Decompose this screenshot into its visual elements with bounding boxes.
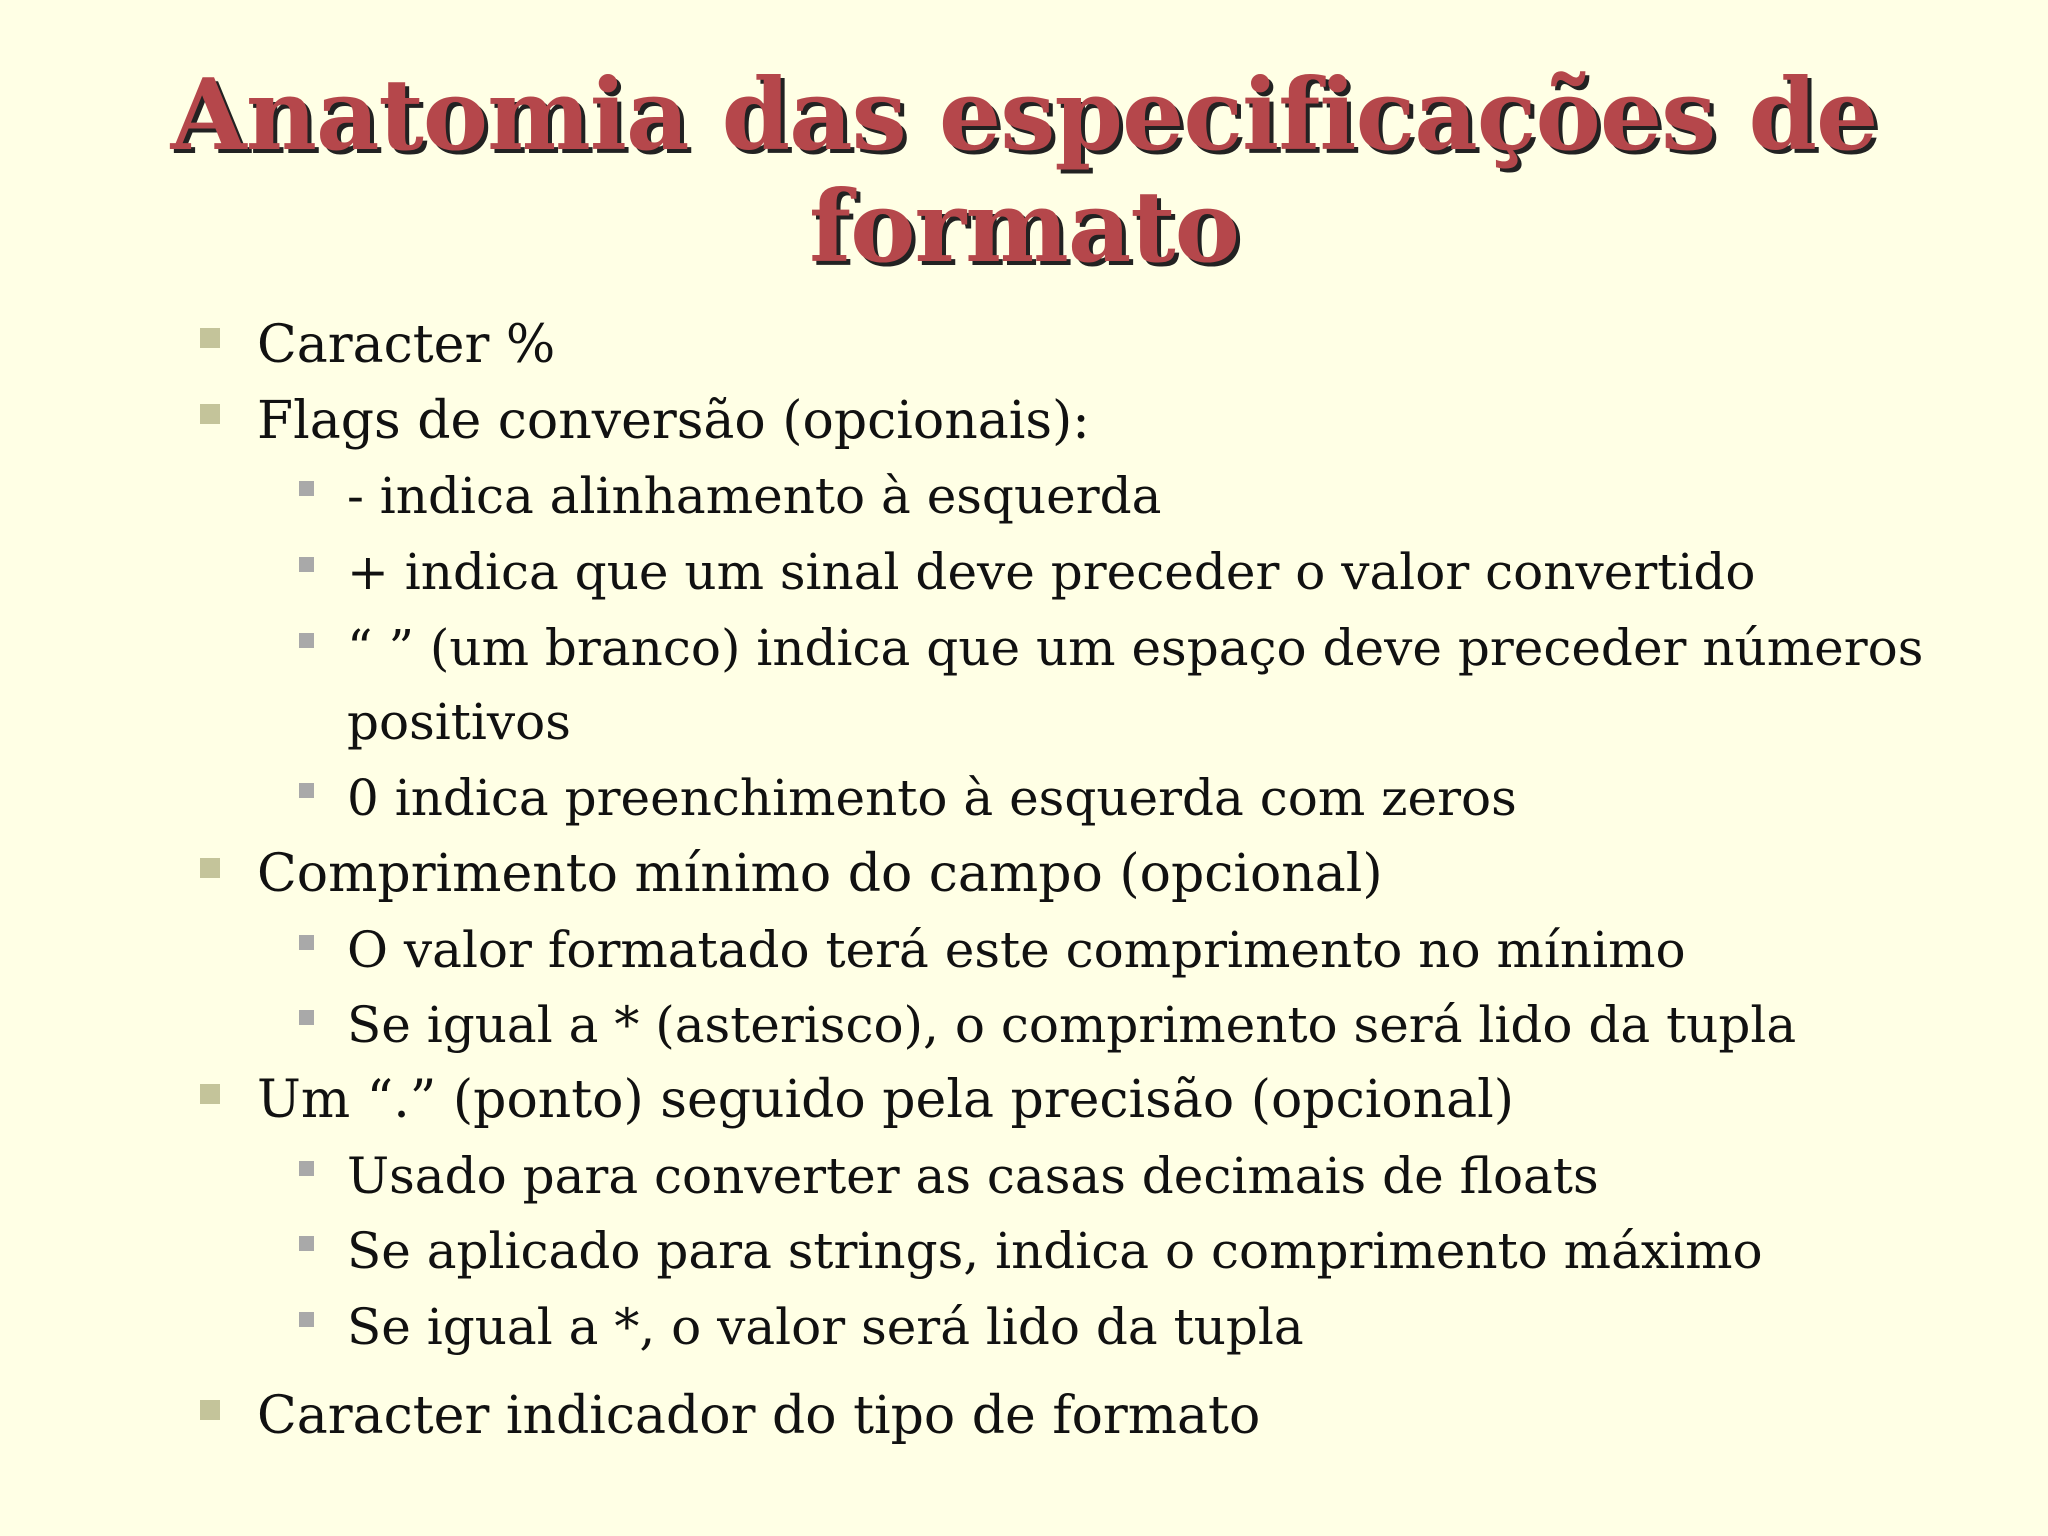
sub-bullet-square-icon xyxy=(299,481,314,496)
list-item-level-2: Se igual a *, o valor será lido da tupla xyxy=(347,1298,1304,1356)
list-item-level-2: - indica alinhamento à esquerda xyxy=(347,467,1162,525)
slide-title-line-2: formato xyxy=(809,170,1239,285)
sub-bullet-square-icon xyxy=(299,935,314,950)
list-item-level-2: “ ” (um branco) indica que um espaço deve preceder números xyxy=(347,619,1924,677)
list-item-level-1: Um “.” (ponto) seguido pela precisão (opcional) xyxy=(257,1070,1515,1130)
list-item-level-2: Se aplicado para strings, indica o comprimento máximo xyxy=(347,1222,1763,1280)
list-item-level-2: 0 indica preenchimento à esquerda com zeros xyxy=(347,769,1517,827)
sub-bullet-square-icon xyxy=(299,557,314,572)
bullet-square-icon xyxy=(200,328,220,348)
list-item-level-1: Comprimento mínimo do campo (opcional) xyxy=(257,844,1383,904)
list-item-level-2: Usado para converter as casas decimais de floats xyxy=(347,1147,1599,1205)
list-item-level-1: Caracter % xyxy=(257,315,556,375)
list-item-level-2: Se igual a * (asterisco), o comprimento será lido da tupla xyxy=(347,996,1797,1054)
list-item-level-1: Flags de conversão (opcionais): xyxy=(257,391,1090,451)
slide-title-line-1: Anatomia das especificações de xyxy=(170,58,1878,173)
sub-bullet-square-icon xyxy=(299,1312,314,1327)
list-item-level-2: O valor formatado terá este comprimento no mínimo xyxy=(347,921,1686,979)
bullet-square-icon xyxy=(200,404,220,424)
sub-bullet-square-icon xyxy=(299,633,314,648)
sub-bullet-square-icon xyxy=(299,783,314,798)
bullet-square-icon xyxy=(200,1400,220,1420)
slide-title xyxy=(100,60,1948,284)
list-item-level-1: Caracter indicador do tipo de formato xyxy=(257,1386,1261,1446)
list-item-level-2-continuation: positivos xyxy=(347,693,571,751)
sub-bullet-square-icon xyxy=(299,1161,314,1176)
sub-bullet-square-icon xyxy=(299,1236,314,1251)
list-item-level-2: + indica que um sinal deve preceder o valor convertido xyxy=(347,543,1756,601)
sub-bullet-square-icon xyxy=(299,1010,314,1025)
bullet-square-icon xyxy=(200,1084,220,1104)
bullet-square-icon xyxy=(200,858,220,878)
